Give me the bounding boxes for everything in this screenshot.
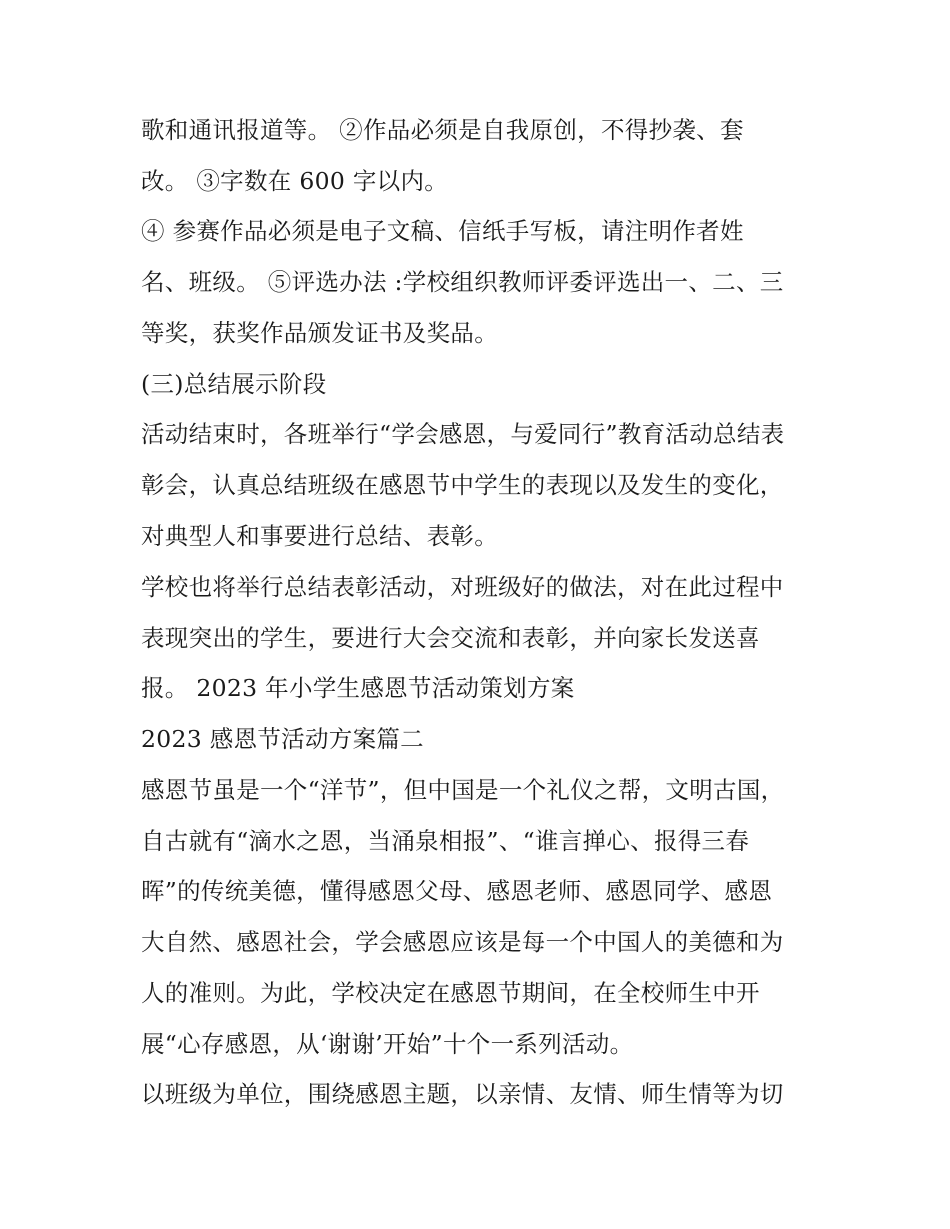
text-line: 人的准则。为此，学校决定在感恩节期间，在全校师生中开 <box>141 979 760 1007</box>
text-line: 感恩节虽是一个“洋节”，但中国是一个礼仪之帮，文明古国， <box>141 776 785 804</box>
text-line: 歌和通讯报道等。 ②作品必须是自我原创，不得抄袭、套 <box>141 116 744 144</box>
text-line: 对典型人和事要进行总结、表彰。 <box>141 522 498 550</box>
text-line: 自古就有“滴水之恩，当涌泉相报”、“谁言掸心、报得三春 <box>141 827 750 855</box>
text-line: 晖”的传统美德，懂得感恩父母、感恩老师、感恩同学、感恩 <box>141 877 773 905</box>
text-line: 彰会，认真总结班级在感恩节中学生的表现以及发生的变化， <box>141 471 784 499</box>
text-line: 改。 ③字数在 600 字以内。 <box>141 167 449 195</box>
section-heading: 2023 感恩节活动方案篇二 <box>141 725 424 753</box>
text-line: 等奖，获奖作品颁发证书及奖品。 <box>141 319 498 347</box>
text-line: 大自然、感恩社会，学会感恩应该是每一个中国人的美德和为 <box>141 928 784 956</box>
text-line: 报。 2023 年小学生感恩节活动策划方案 <box>141 674 575 702</box>
text-line: 表现突出的学生，要进行大会交流和表彰，并向家长发送喜 <box>141 624 760 652</box>
text-line: 活动结束时，各班举行“学会感恩，与爱同行”教育活动总结表 <box>141 420 785 448</box>
text-line: 展“心存感恩，从‘谢谢’开始”十个一系列活动。 <box>141 1030 634 1058</box>
text-line: 以班级为单位，围绕感恩主题，以亲情、友情、师生情等为切 <box>141 1080 784 1108</box>
text-line: 学校也将举行总结表彰活动，对班级好的做法，对在此过程中 <box>141 573 784 601</box>
text-line: ④ 参赛作品必须是电子文稿、信纸手写板，请注明作者姓 <box>141 217 744 245</box>
text-line: 名、班级。 ⑤评选办法 :学校组织教师评委评选出一、二、三 <box>141 268 784 296</box>
section-heading: (三)总结展示阶段 <box>141 370 327 398</box>
